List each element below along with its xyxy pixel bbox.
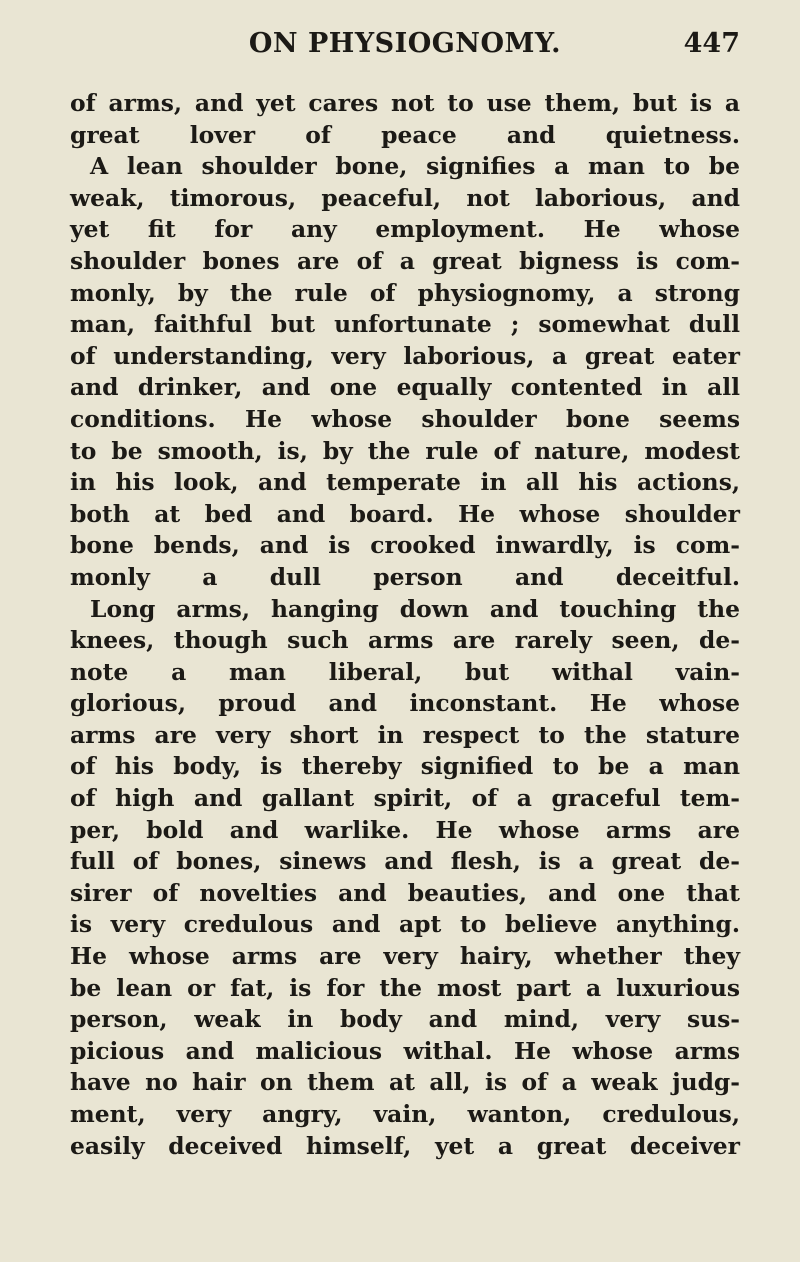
text-line: of his body, is thereby signified to be a man — [70, 752, 740, 781]
text-line: ment, very angry, vain, wanton, credulous, — [70, 1100, 740, 1128]
text-line: Long arms, hanging down and touching the — [90, 594, 740, 623]
text-line: monly a dull person and deceitful. — [70, 562, 740, 591]
text-line: glorious, proud and inconstant. He whose — [70, 689, 740, 718]
text-line: knees, though such arms are rarely seen, de- — [70, 626, 740, 655]
text-line: person, weak in body and mind, very sus- — [70, 1005, 740, 1034]
text-line: conditions. He whose shoulder bone seems — [70, 404, 740, 433]
text-line: shoulder bones are of a great bigness is com- — [70, 246, 740, 275]
text-line: to be smooth, is, by the rule of nature, modest — [70, 436, 740, 465]
text-line: easily deceived himself, yet a great deceiver — [70, 1131, 740, 1160]
text-line: both at bed and board. He whose shoulder — [70, 499, 740, 528]
text-line: in his look, and temperate in all his actions, — [70, 468, 740, 497]
text-line: arms are very short in respect to the stature — [70, 720, 740, 749]
text-line: yet fit for any employment. He whose — [70, 215, 740, 244]
text-line: is very credulous and apt to believe anything. — [70, 910, 740, 939]
text-line: great lover of peace and quietness. — [70, 120, 740, 149]
running-title: ON PHYSIOGNOMY. — [248, 28, 562, 59]
text-line: full of bones, sinews and flesh, is a great de- — [70, 847, 740, 876]
text-line: monly, by the rule of physiognomy, a strong — [70, 278, 740, 307]
text-line: per, bold and warlike. He whose arms are — [70, 815, 740, 844]
text-line: He whose arms are very hairy, whether they — [70, 942, 740, 971]
text-line: man, faithful but unfortunate ; somewhat dull — [70, 310, 740, 339]
text-line: note a man liberal, but withal vain- — [70, 657, 740, 686]
text-line: and drinker, and one equally contented in all — [70, 373, 740, 402]
page-header — [70, 22, 740, 66]
body-text — [70, 88, 740, 1162]
text-line: of arms, and yet cares not to use them, but is a — [70, 89, 740, 117]
text-line: weak, timorous, peaceful, not laborious, and — [70, 183, 740, 212]
text-line: picious and malicious withal. He whose arms — [70, 1036, 740, 1065]
text-line: sirer of novelties and beauties, and one that — [70, 878, 740, 907]
text-line: A lean shoulder bone, signifies a man to be — [90, 152, 740, 181]
text-line: be lean or fat, is for the most part a luxurious — [70, 973, 740, 1002]
text-line: bone bends, and is crooked inwardly, is com- — [70, 531, 740, 560]
text-line: of understanding, very laborious, a great eater — [70, 341, 740, 370]
text-line: of high and gallant spirit, of a graceful tem- — [70, 784, 740, 813]
text-line: have no hair on them at all, is of a weak judg- — [70, 1068, 740, 1097]
page-number: 447 — [683, 28, 740, 59]
